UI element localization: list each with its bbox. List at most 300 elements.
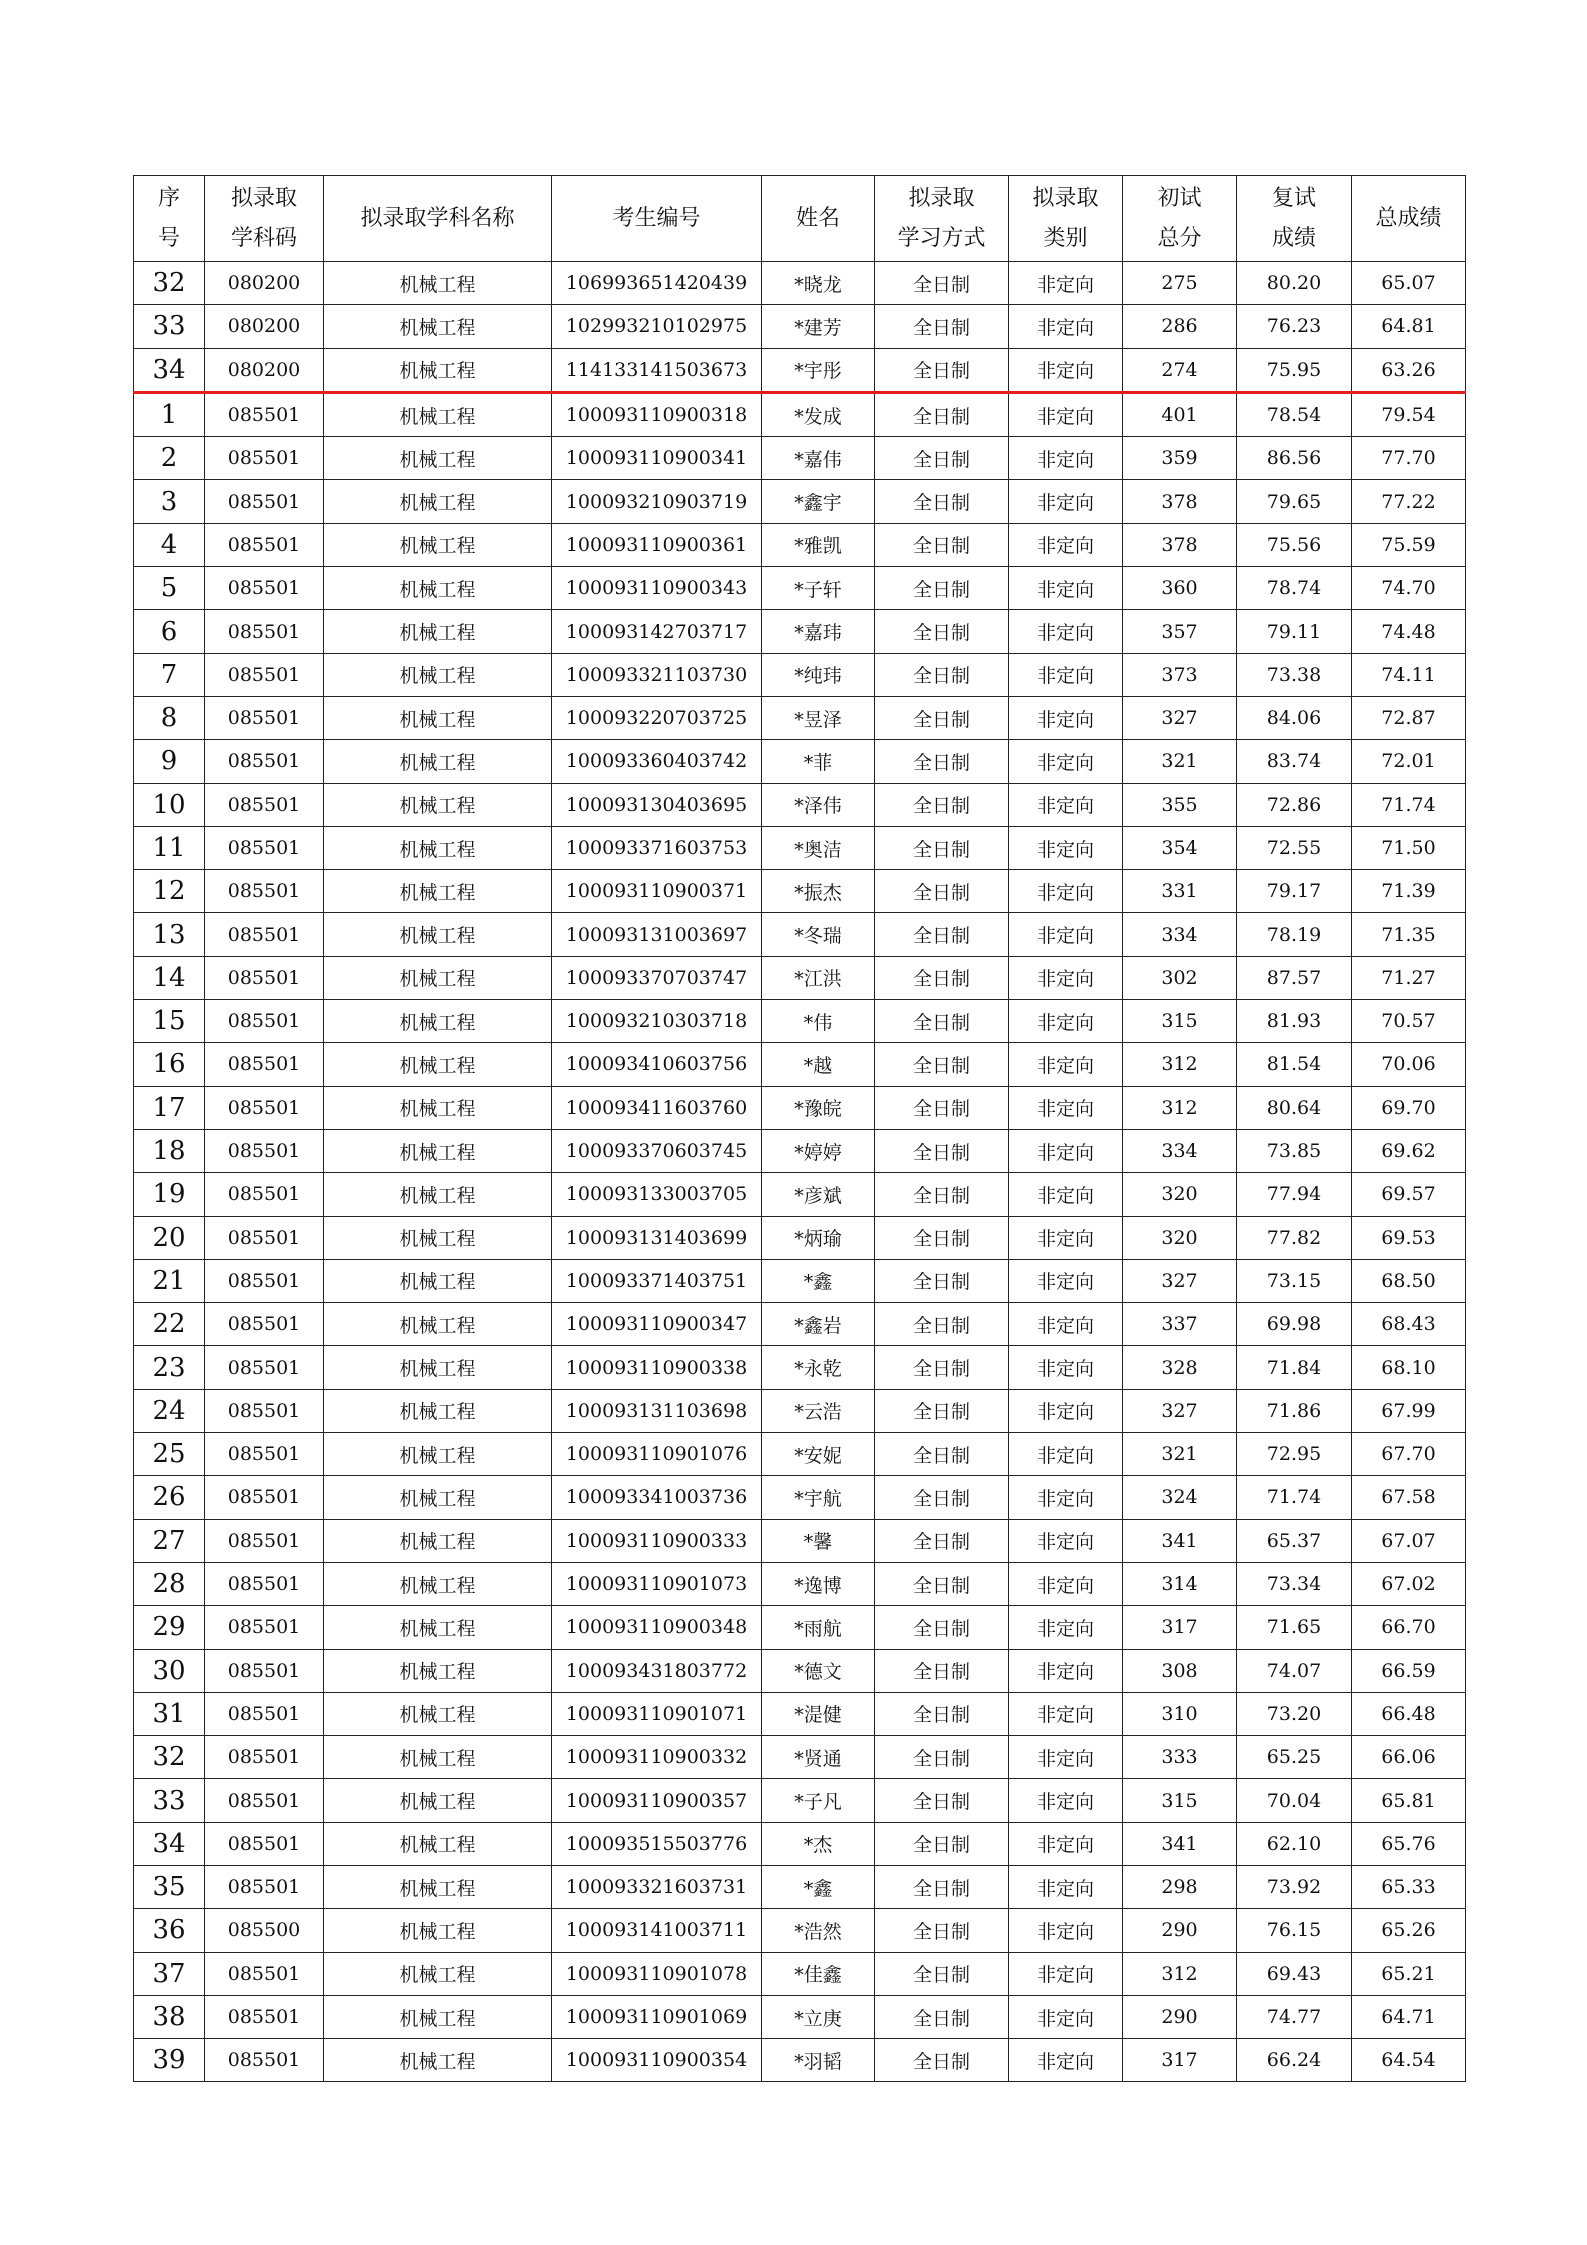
table-row: [134, 740, 1466, 783]
total-score-cell: 64.81: [1352, 305, 1466, 348]
name-cell: *伟: [762, 1000, 875, 1043]
initial-score-cell: 359: [1123, 437, 1237, 480]
total-score-cell: 70.57: [1352, 1000, 1466, 1043]
table-row: [134, 1865, 1466, 1908]
study-mode-cell: 全日制: [875, 1995, 1009, 2038]
retest-score-cell: 76.15: [1237, 1909, 1352, 1952]
initial-score-cell: 321: [1123, 1433, 1237, 1476]
table-row: [134, 392, 1466, 436]
study-mode-cell: 全日制: [875, 1779, 1009, 1822]
study-mode-cell: 全日制: [875, 1000, 1009, 1043]
table-row: [134, 696, 1466, 739]
table-row: [134, 1259, 1466, 1302]
seq-cell: 10: [134, 783, 205, 826]
retest-score-cell: 81.93: [1237, 1000, 1352, 1043]
total-score-cell: 72.87: [1352, 696, 1466, 739]
initial-score-cell: 321: [1123, 740, 1237, 783]
table-row: [134, 1129, 1466, 1172]
table-row: [134, 1736, 1466, 1779]
subject-code-cell: 085501: [205, 1303, 324, 1346]
seq-cell: 26: [134, 1476, 205, 1519]
initial-score-cell: 331: [1123, 870, 1237, 913]
total-score-cell: 64.54: [1352, 2039, 1466, 2082]
table-row: [134, 348, 1466, 392]
seq-cell: 23: [134, 1346, 205, 1389]
table-row: [134, 826, 1466, 869]
retest-score-cell: 71.84: [1237, 1346, 1352, 1389]
exam-id-cell: 100093131403699: [552, 1216, 762, 1259]
initial-score-cell: 378: [1123, 523, 1237, 566]
study-mode-cell: 全日制: [875, 1086, 1009, 1129]
subject-name-cell: 机械工程: [324, 1909, 552, 1952]
name-cell: *鑫: [762, 1865, 875, 1908]
table-row: [134, 1692, 1466, 1735]
initial-score-cell: 355: [1123, 783, 1237, 826]
study-mode-cell: 全日制: [875, 913, 1009, 956]
category-cell: 非定向: [1009, 1865, 1123, 1908]
total-score-cell: 72.01: [1352, 740, 1466, 783]
study-mode-cell: 全日制: [875, 305, 1009, 348]
total-score-cell: 71.39: [1352, 870, 1466, 913]
seq-cell: 2: [134, 437, 205, 480]
category-cell: 非定向: [1009, 1952, 1123, 1995]
initial-score-cell: 360: [1123, 567, 1237, 610]
subject-name-cell: 机械工程: [324, 1736, 552, 1779]
table-row: [134, 1086, 1466, 1129]
name-cell: *安妮: [762, 1433, 875, 1476]
seq-cell: 15: [134, 1000, 205, 1043]
table-row: [134, 523, 1466, 566]
study-mode-cell: 全日制: [875, 1692, 1009, 1735]
name-cell: *贤通: [762, 1736, 875, 1779]
subject-code-cell: 085501: [205, 1562, 324, 1605]
header-row: [134, 176, 1466, 262]
table-row: [134, 1346, 1466, 1389]
subject-name-cell: 机械工程: [324, 1303, 552, 1346]
seq-cell: 9: [134, 740, 205, 783]
initial-score-cell: 327: [1123, 1259, 1237, 1302]
seq-cell: 37: [134, 1952, 205, 1995]
table-row: [134, 870, 1466, 913]
category-cell: 非定向: [1009, 392, 1123, 436]
study-mode-cell: 全日制: [875, 740, 1009, 783]
study-mode-cell: 全日制: [875, 1043, 1009, 1086]
subject-code-cell: 085501: [205, 870, 324, 913]
seq-cell: 16: [134, 1043, 205, 1086]
seq-cell: 29: [134, 1606, 205, 1649]
subject-name-cell: 机械工程: [324, 437, 552, 480]
subject-name-cell: 机械工程: [324, 1173, 552, 1216]
subject-name-cell: 机械工程: [324, 1952, 552, 1995]
table-body: [134, 262, 1466, 2082]
initial-score-cell: 334: [1123, 913, 1237, 956]
subject-name-cell: 机械工程: [324, 1779, 552, 1822]
header-seq: 序 号: [134, 176, 205, 262]
study-mode-cell: 全日制: [875, 262, 1009, 305]
category-cell: 非定向: [1009, 1606, 1123, 1649]
exam-id-cell: 100093110900318: [552, 392, 762, 436]
subject-name-cell: 机械工程: [324, 1822, 552, 1865]
name-cell: *冬瑞: [762, 913, 875, 956]
subject-code-cell: 085501: [205, 1173, 324, 1216]
retest-score-cell: 79.11: [1237, 610, 1352, 653]
category-cell: 非定向: [1009, 1476, 1123, 1519]
header-retest-score: 复试 成绩: [1237, 176, 1352, 262]
name-cell: *奥洁: [762, 826, 875, 869]
initial-score-cell: 317: [1123, 2039, 1237, 2082]
exam-id-cell: 100093133003705: [552, 1173, 762, 1216]
initial-score-cell: 341: [1123, 1519, 1237, 1562]
retest-score-cell: 66.24: [1237, 2039, 1352, 2082]
retest-score-cell: 73.38: [1237, 653, 1352, 696]
subject-code-cell: 085501: [205, 392, 324, 436]
retest-score-cell: 78.19: [1237, 913, 1352, 956]
retest-score-cell: 74.07: [1237, 1649, 1352, 1692]
name-cell: *子轩: [762, 567, 875, 610]
total-score-cell: 63.26: [1352, 348, 1466, 392]
exam-id-cell: 100093110901069: [552, 1995, 762, 2038]
exam-id-cell: 100093110900333: [552, 1519, 762, 1562]
retest-score-cell: 70.04: [1237, 1779, 1352, 1822]
subject-name-cell: 机械工程: [324, 1562, 552, 1605]
study-mode-cell: 全日制: [875, 348, 1009, 392]
exam-id-cell: 100093110900332: [552, 1736, 762, 1779]
name-cell: *子凡: [762, 1779, 875, 1822]
subject-name-cell: 机械工程: [324, 392, 552, 436]
total-score-cell: 67.99: [1352, 1389, 1466, 1432]
initial-score-cell: 308: [1123, 1649, 1237, 1692]
name-cell: *建芳: [762, 305, 875, 348]
category-cell: 非定向: [1009, 956, 1123, 999]
table-row: [134, 1173, 1466, 1216]
seq-cell: 20: [134, 1216, 205, 1259]
subject-code-cell: 085501: [205, 1389, 324, 1432]
category-cell: 非定向: [1009, 1822, 1123, 1865]
retest-score-cell: 71.86: [1237, 1389, 1352, 1432]
seq-cell: 27: [134, 1519, 205, 1562]
table-row: [134, 1909, 1466, 1952]
retest-score-cell: 73.92: [1237, 1865, 1352, 1908]
header-initial-score: 初试 总分: [1123, 176, 1237, 262]
subject-name-cell: 机械工程: [324, 1043, 552, 1086]
exam-id-cell: 100093110900341: [552, 437, 762, 480]
subject-code-cell: 085501: [205, 1043, 324, 1086]
name-cell: *越: [762, 1043, 875, 1086]
table-row: [134, 1519, 1466, 1562]
subject-code-cell: 085501: [205, 913, 324, 956]
seq-cell: 4: [134, 523, 205, 566]
study-mode-cell: 全日制: [875, 1606, 1009, 1649]
study-mode-cell: 全日制: [875, 696, 1009, 739]
subject-code-cell: 085501: [205, 1995, 324, 2038]
name-cell: *豫皖: [762, 1086, 875, 1129]
total-score-cell: 71.50: [1352, 826, 1466, 869]
subject-name-cell: 机械工程: [324, 696, 552, 739]
initial-score-cell: 327: [1123, 1389, 1237, 1432]
exam-id-cell: 100093110901076: [552, 1433, 762, 1476]
category-cell: 非定向: [1009, 1433, 1123, 1476]
total-score-cell: 65.81: [1352, 1779, 1466, 1822]
initial-score-cell: 275: [1123, 262, 1237, 305]
total-score-cell: 66.59: [1352, 1649, 1466, 1692]
total-score-cell: 68.50: [1352, 1259, 1466, 1302]
retest-score-cell: 71.65: [1237, 1606, 1352, 1649]
name-cell: *彦斌: [762, 1173, 875, 1216]
study-mode-cell: 全日制: [875, 826, 1009, 869]
name-cell: *鑫岩: [762, 1303, 875, 1346]
subject-name-cell: 机械工程: [324, 1519, 552, 1562]
category-cell: 非定向: [1009, 348, 1123, 392]
subject-name-cell: 机械工程: [324, 1346, 552, 1389]
name-cell: *馨: [762, 1519, 875, 1562]
subject-name-cell: 机械工程: [324, 523, 552, 566]
category-cell: 非定向: [1009, 1129, 1123, 1172]
seq-cell: 14: [134, 956, 205, 999]
subject-name-cell: 机械工程: [324, 1129, 552, 1172]
retest-score-cell: 72.55: [1237, 826, 1352, 869]
subject-code-cell: 085501: [205, 696, 324, 739]
initial-score-cell: 324: [1123, 1476, 1237, 1519]
category-cell: 非定向: [1009, 1086, 1123, 1129]
exam-id-cell: 100093110901071: [552, 1692, 762, 1735]
seq-cell: 28: [134, 1562, 205, 1605]
table-row: [134, 956, 1466, 999]
initial-score-cell: 334: [1123, 1129, 1237, 1172]
subject-code-cell: 085501: [205, 1692, 324, 1735]
exam-id-cell: 100093321603731: [552, 1865, 762, 1908]
subject-code-cell: 085501: [205, 1216, 324, 1259]
category-cell: 非定向: [1009, 305, 1123, 348]
initial-score-cell: 315: [1123, 1779, 1237, 1822]
category-cell: 非定向: [1009, 1736, 1123, 1779]
seq-cell: 8: [134, 696, 205, 739]
name-cell: *德文: [762, 1649, 875, 1692]
category-cell: 非定向: [1009, 523, 1123, 566]
category-cell: 非定向: [1009, 653, 1123, 696]
initial-score-cell: 298: [1123, 1865, 1237, 1908]
initial-score-cell: 310: [1123, 1692, 1237, 1735]
table-row: [134, 1303, 1466, 1346]
initial-score-cell: 290: [1123, 1995, 1237, 2038]
seq-cell: 24: [134, 1389, 205, 1432]
table-row: [134, 1606, 1466, 1649]
retest-score-cell: 87.57: [1237, 956, 1352, 999]
table-row: [134, 305, 1466, 348]
initial-score-cell: 373: [1123, 653, 1237, 696]
name-cell: *发成: [762, 392, 875, 436]
initial-score-cell: 286: [1123, 305, 1237, 348]
table-row: [134, 567, 1466, 610]
seq-cell: 13: [134, 913, 205, 956]
seq-cell: 34: [134, 1822, 205, 1865]
study-mode-cell: 全日制: [875, 1433, 1009, 1476]
subject-code-cell: 085501: [205, 1606, 324, 1649]
subject-code-cell: 085501: [205, 1346, 324, 1389]
category-cell: 非定向: [1009, 1389, 1123, 1432]
subject-code-cell: 080200: [205, 348, 324, 392]
study-mode-cell: 全日制: [875, 1736, 1009, 1779]
name-cell: *泽伟: [762, 783, 875, 826]
name-cell: *佳鑫: [762, 1952, 875, 1995]
name-cell: *永乾: [762, 1346, 875, 1389]
category-cell: 非定向: [1009, 1303, 1123, 1346]
study-mode-cell: 全日制: [875, 1216, 1009, 1259]
seq-cell: 17: [134, 1086, 205, 1129]
table-row: [134, 1389, 1466, 1432]
subject-code-cell: 085501: [205, 653, 324, 696]
seq-cell: 33: [134, 1779, 205, 1822]
category-cell: 非定向: [1009, 1173, 1123, 1216]
seq-cell: 1: [134, 392, 205, 436]
table-row: [134, 1000, 1466, 1043]
total-score-cell: 65.33: [1352, 1865, 1466, 1908]
total-score-cell: 74.70: [1352, 567, 1466, 610]
subject-name-cell: 机械工程: [324, 1865, 552, 1908]
table-row: [134, 610, 1466, 653]
initial-score-cell: 302: [1123, 956, 1237, 999]
name-cell: *湜健: [762, 1692, 875, 1735]
study-mode-cell: 全日制: [875, 1476, 1009, 1519]
subject-code-cell: 085501: [205, 2039, 324, 2082]
subject-code-cell: 085501: [205, 1259, 324, 1302]
initial-score-cell: 312: [1123, 1952, 1237, 1995]
subject-name-cell: 机械工程: [324, 653, 552, 696]
initial-score-cell: 333: [1123, 1736, 1237, 1779]
name-cell: *立庚: [762, 1995, 875, 2038]
total-score-cell: 65.07: [1352, 262, 1466, 305]
study-mode-cell: 全日制: [875, 1519, 1009, 1562]
category-cell: 非定向: [1009, 1043, 1123, 1086]
subject-code-cell: 085501: [205, 1649, 324, 1692]
retest-score-cell: 74.77: [1237, 1995, 1352, 2038]
exam-id-cell: 100093110900338: [552, 1346, 762, 1389]
header-subject-name: 拟录取学科名称: [324, 176, 552, 262]
seq-cell: 5: [134, 567, 205, 610]
retest-score-cell: 75.95: [1237, 348, 1352, 392]
seq-cell: 19: [134, 1173, 205, 1216]
exam-id-cell: 100093110900354: [552, 2039, 762, 2082]
initial-score-cell: 401: [1123, 392, 1237, 436]
retest-score-cell: 79.17: [1237, 870, 1352, 913]
table-row: [134, 1216, 1466, 1259]
subject-code-cell: 085501: [205, 1952, 324, 1995]
category-cell: 非定向: [1009, 783, 1123, 826]
header-subject-code: 拟录取 学科码: [205, 176, 324, 262]
seq-cell: 21: [134, 1259, 205, 1302]
subject-name-cell: 机械工程: [324, 913, 552, 956]
subject-code-cell: 085500: [205, 1909, 324, 1952]
subject-code-cell: 085501: [205, 1086, 324, 1129]
table-row: [134, 913, 1466, 956]
subject-name-cell: 机械工程: [324, 480, 552, 523]
total-score-cell: 67.70: [1352, 1433, 1466, 1476]
admission-list-table: [133, 175, 1466, 2082]
header-total-score: 总成绩: [1352, 176, 1466, 262]
initial-score-cell: 315: [1123, 1000, 1237, 1043]
retest-score-cell: 73.15: [1237, 1259, 1352, 1302]
table-row: [134, 2039, 1466, 2082]
seq-cell: 36: [134, 1909, 205, 1952]
total-score-cell: 68.43: [1352, 1303, 1466, 1346]
study-mode-cell: 全日制: [875, 610, 1009, 653]
total-score-cell: 77.70: [1352, 437, 1466, 480]
retest-score-cell: 78.54: [1237, 392, 1352, 436]
retest-score-cell: 83.74: [1237, 740, 1352, 783]
retest-score-cell: 84.06: [1237, 696, 1352, 739]
retest-score-cell: 80.64: [1237, 1086, 1352, 1129]
table-row: [134, 1995, 1466, 2038]
total-score-cell: 71.74: [1352, 783, 1466, 826]
exam-id-cell: 100093410603756: [552, 1043, 762, 1086]
initial-score-cell: 327: [1123, 696, 1237, 739]
category-cell: 非定向: [1009, 1909, 1123, 1952]
initial-score-cell: 312: [1123, 1086, 1237, 1129]
category-cell: 非定向: [1009, 1259, 1123, 1302]
retest-score-cell: 73.85: [1237, 1129, 1352, 1172]
exam-id-cell: 106993651420439: [552, 262, 762, 305]
subject-name-cell: 机械工程: [324, 1476, 552, 1519]
subject-code-cell: 085501: [205, 1519, 324, 1562]
study-mode-cell: 全日制: [875, 437, 1009, 480]
category-cell: 非定向: [1009, 1346, 1123, 1389]
total-score-cell: 70.06: [1352, 1043, 1466, 1086]
study-mode-cell: 全日制: [875, 1129, 1009, 1172]
subject-name-cell: 机械工程: [324, 740, 552, 783]
name-cell: *雨航: [762, 1606, 875, 1649]
total-score-cell: 65.76: [1352, 1822, 1466, 1865]
name-cell: *纯玮: [762, 653, 875, 696]
exam-id-cell: 100093110901073: [552, 1562, 762, 1605]
study-mode-cell: 全日制: [875, 1173, 1009, 1216]
category-cell: 非定向: [1009, 913, 1123, 956]
subject-name-cell: 机械工程: [324, 610, 552, 653]
seq-cell: 32: [134, 1736, 205, 1779]
initial-score-cell: 341: [1123, 1822, 1237, 1865]
seq-cell: 22: [134, 1303, 205, 1346]
table-row: [134, 653, 1466, 696]
exam-id-cell: 100093360403742: [552, 740, 762, 783]
category-cell: 非定向: [1009, 826, 1123, 869]
initial-score-cell: 320: [1123, 1216, 1237, 1259]
subject-name-cell: 机械工程: [324, 1433, 552, 1476]
initial-score-cell: 312: [1123, 1043, 1237, 1086]
subject-name-cell: 机械工程: [324, 1692, 552, 1735]
header-name: 姓名: [762, 176, 875, 262]
subject-name-cell: 机械工程: [324, 2039, 552, 2082]
name-cell: *鑫宇: [762, 480, 875, 523]
retest-score-cell: 62.10: [1237, 1822, 1352, 1865]
table-row: [134, 480, 1466, 523]
study-mode-cell: 全日制: [875, 1865, 1009, 1908]
category-cell: 非定向: [1009, 567, 1123, 610]
exam-id-cell: 100093141003711: [552, 1909, 762, 1952]
study-mode-cell: 全日制: [875, 1346, 1009, 1389]
category-cell: 非定向: [1009, 1000, 1123, 1043]
name-cell: *嘉伟: [762, 437, 875, 480]
subject-name-cell: 机械工程: [324, 348, 552, 392]
study-mode-cell: 全日制: [875, 1303, 1009, 1346]
exam-id-cell: 100093220703725: [552, 696, 762, 739]
name-cell: *菲: [762, 740, 875, 783]
subject-code-cell: 085501: [205, 437, 324, 480]
exam-id-cell: 100093110900347: [552, 1303, 762, 1346]
initial-score-cell: 290: [1123, 1909, 1237, 1952]
subject-name-cell: 机械工程: [324, 262, 552, 305]
exam-id-cell: 100093110900348: [552, 1606, 762, 1649]
name-cell: *雅凯: [762, 523, 875, 566]
retest-score-cell: 73.20: [1237, 1692, 1352, 1735]
exam-id-cell: 100093341003736: [552, 1476, 762, 1519]
